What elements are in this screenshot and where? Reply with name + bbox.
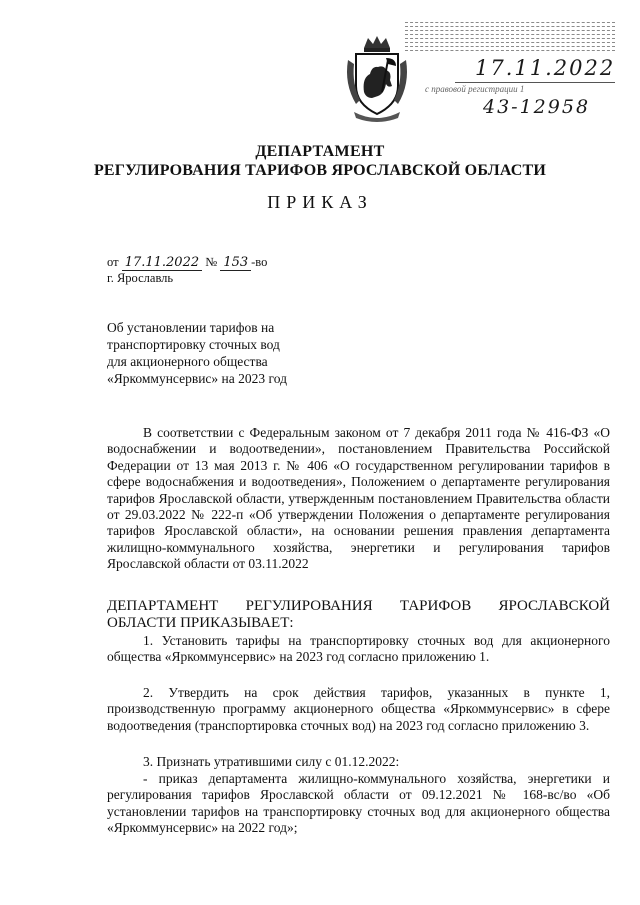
- order-item-3-subitem: - приказ департамента жилищно-коммунального хозяйства, энергетики и регулирования тарифов Ярославской области от 09.12.2021 № 168-вс/во «Об установлении тарифов на транспортировку сточных вод для акционерного общества «Яркоммунсервис» на 2022 год»;: [107, 771, 610, 836]
- order-number: 153: [220, 255, 251, 271]
- order-item-1: 1. Установить тарифы на транспортировку сточных вод для акционерного общества «Яркоммунсервис» на 2023 год согласно приложению 1.: [107, 633, 610, 665]
- subject-line: «Яркоммунсервис» на 2023 год: [107, 371, 287, 386]
- subject-line: Об установлении тарифов на: [107, 320, 275, 335]
- date-prefix: от: [107, 255, 119, 269]
- subject-line: транспортировку сточных вод: [107, 337, 280, 352]
- number-sign: №: [205, 255, 218, 269]
- preamble-paragraph: В соответствии с Федеральным законом от 7 декабря 2011 года № 416-ФЗ «О водоснабжении и водоотведении», постановлением Правительства Российской Федерации от 13 мая 2013 г. № 406 «О государственном регулировании тарифов в сфере водоснабжения и водоотведения», Положением о департаменте регулирования тарифов Ярославской области, утвержденным постановлением Правительства области от 29.03.2022 № 222-п «Об утверждении Положения о департаменте регулирования тарифов Ярославской области», на основании решения правления департамента жилищно-коммунального хозяйства, энергетики и регулирования тарифов Ярославской области от 03.11.2022: [107, 425, 610, 572]
- subject-line: для акционерного общества: [107, 354, 268, 369]
- order-item-2: 2. Утвердить на срок действия тарифов, указанных в пункте 1, производственную программу акционерного общества «Яркоммунсервис» в сфере водоотведения (транспортировка сточных вод) на 2023 год согласно приложению 3.: [107, 685, 610, 733]
- department-name-line2: РЕГУЛИРОВАНИЯ ТАРИФОВ ЯРОСЛАВСКОЙ ОБЛАСТИ: [93, 162, 547, 179]
- number-suffix: -во: [251, 255, 268, 269]
- order-directive: [107, 598, 610, 632]
- order-item-3: 3. Признать утратившими силу с 01.12.2022:: [143, 754, 400, 769]
- order-subject: [107, 319, 367, 387]
- coat-of-arms-emblem: [342, 34, 412, 122]
- order-directive-line1: ДЕПАРТАМЕНТ РЕГУЛИРОВАНИЯ ТАРИФОВ ЯРОСЛАВСКОЙ: [107, 598, 610, 614]
- stamp-date: 17.11.2022: [475, 56, 616, 80]
- registration-stamp: [405, 20, 616, 118]
- order-directive-line2: ОБЛАСТИ ПРИКАЗЫВАЕТ:: [107, 615, 294, 631]
- order-date: 17.11.2022: [122, 255, 202, 271]
- city: г. Ярославль: [107, 271, 174, 285]
- department-name-line1: ДЕПАРТАМЕНТ: [255, 143, 385, 160]
- order-date-number-line: [107, 255, 267, 270]
- document-title: ПРИКАЗ: [267, 192, 373, 212]
- stamp-caption: с правовой регистрации 1: [425, 84, 525, 94]
- stamp-number: 43-12958: [483, 96, 591, 118]
